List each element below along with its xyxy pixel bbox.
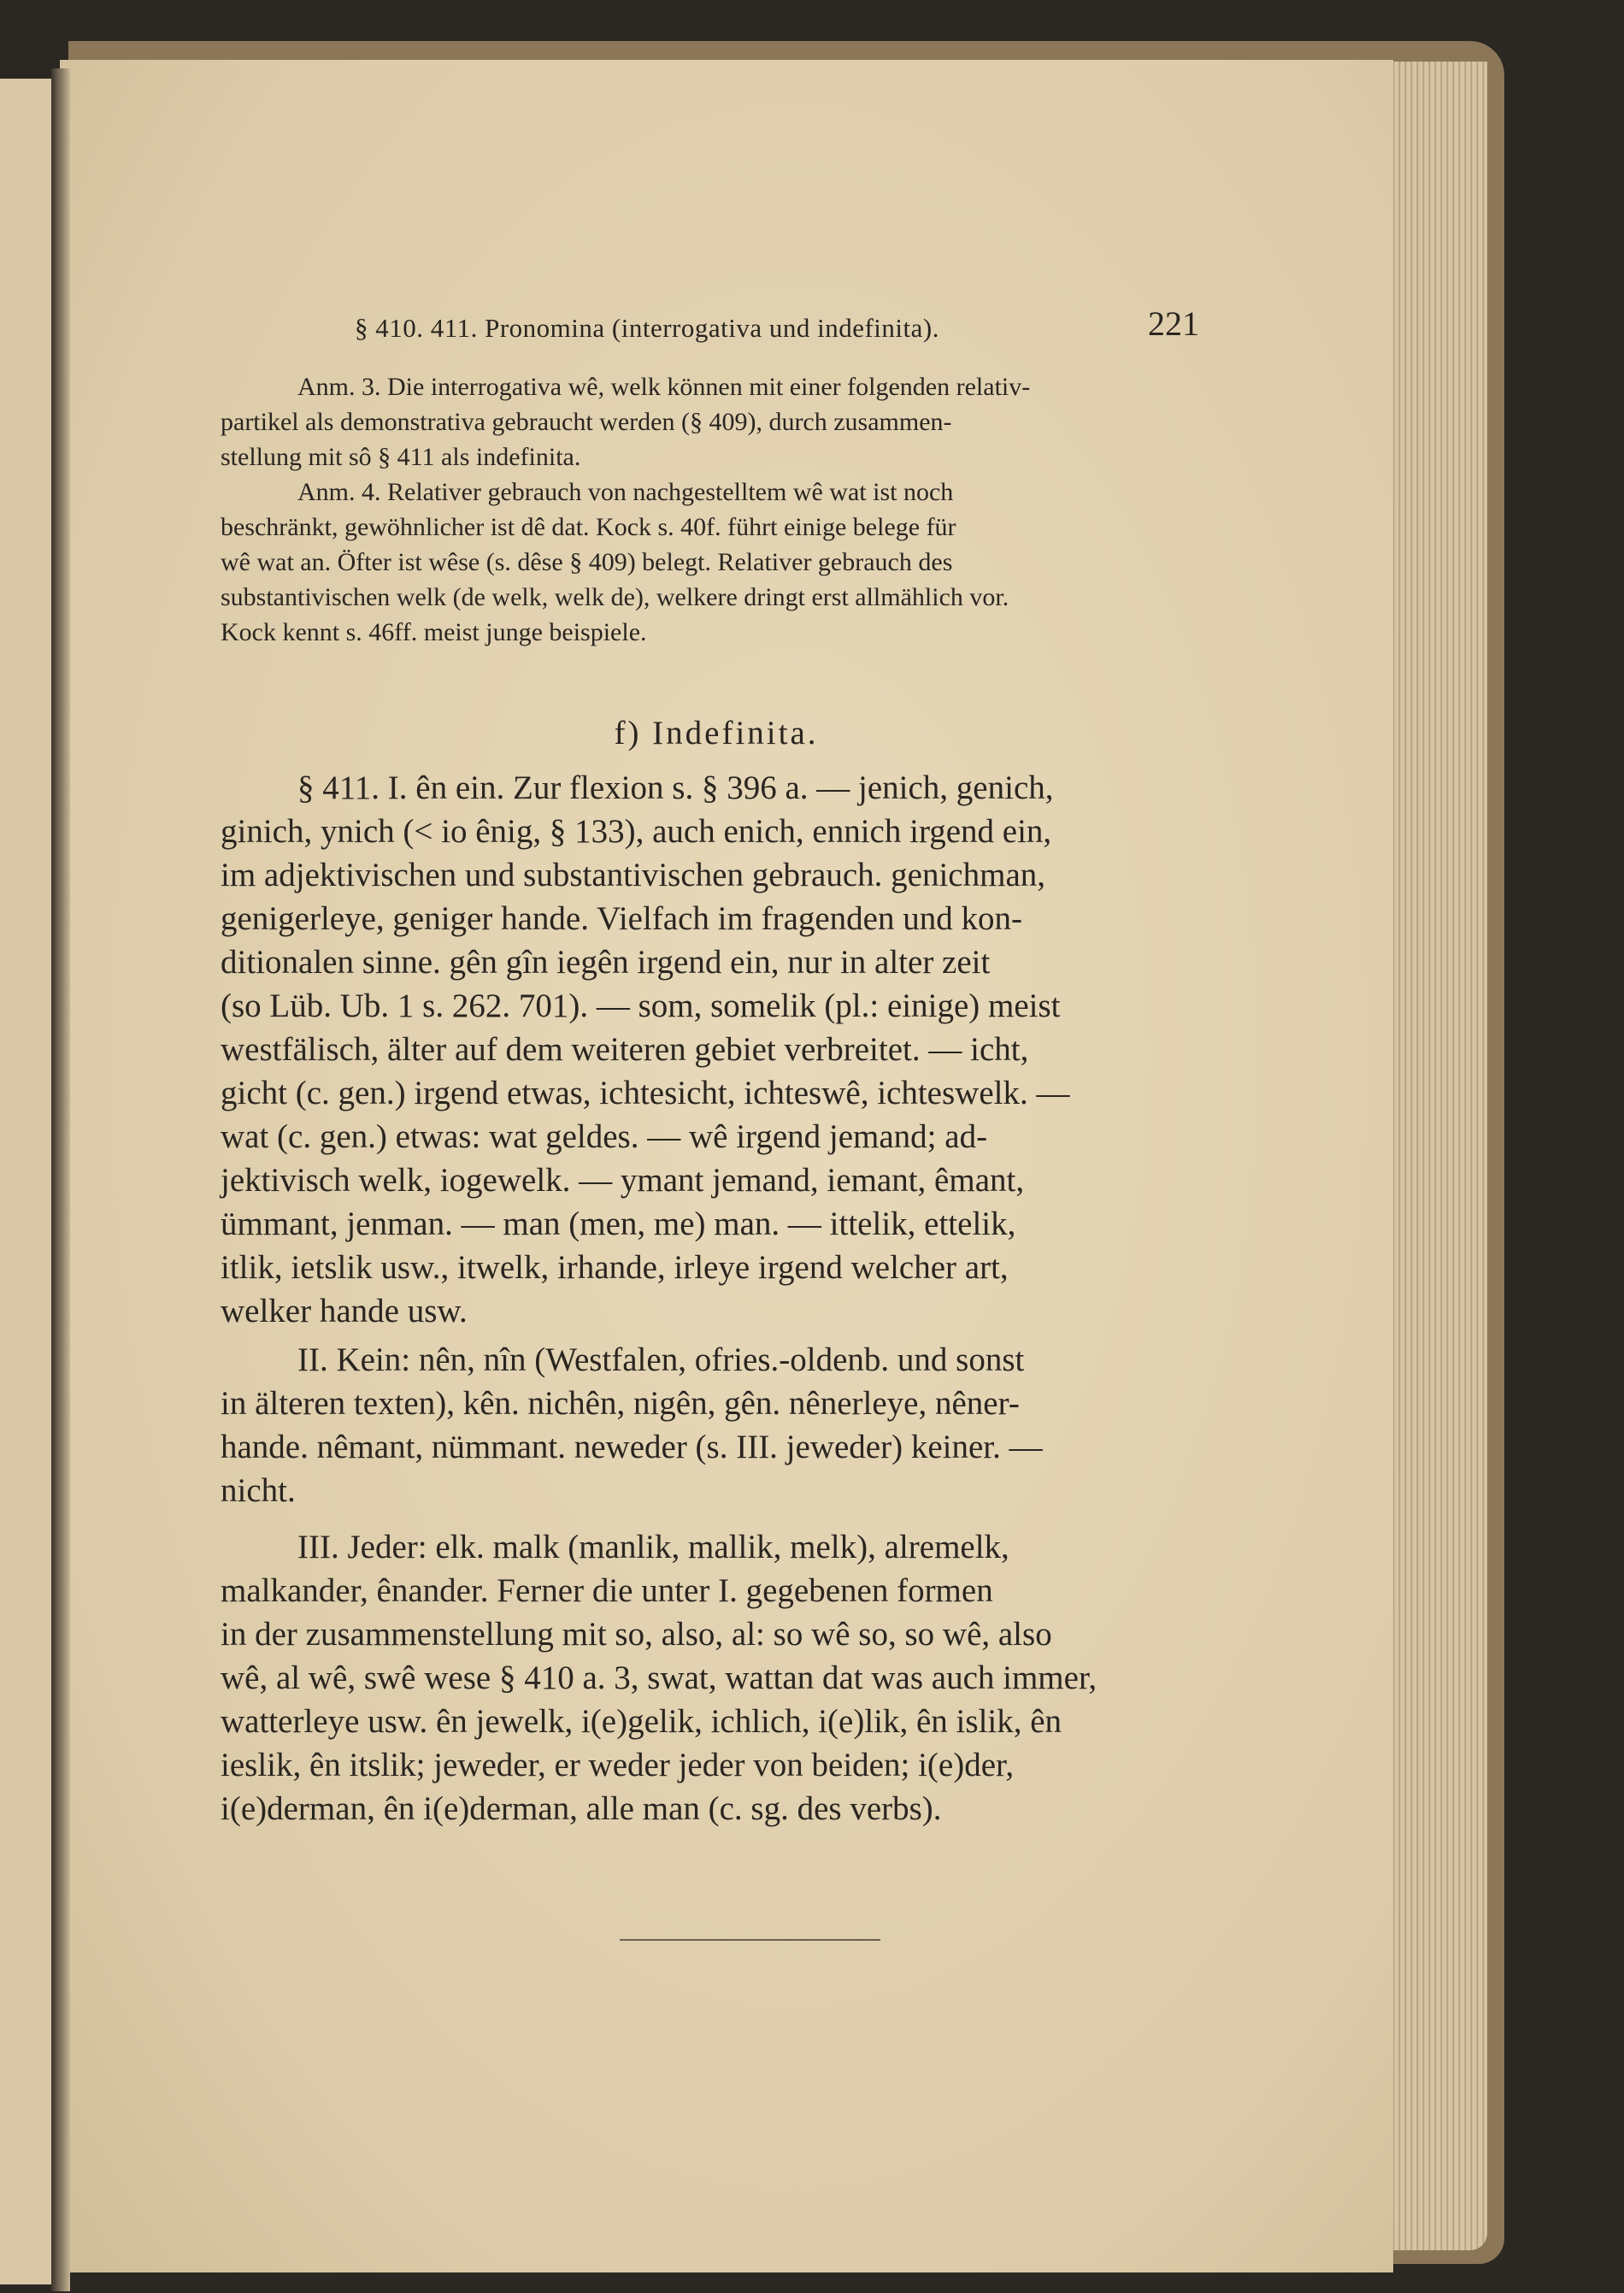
text-line: wê, al wê, swê wese § 410 a. 3, swat, wattan dat was auch immer, <box>221 1659 1097 1696</box>
text-line: in der zusammenstellung mit so, also, al: so wê so, so wê, also <box>221 1616 1052 1653</box>
note-line: beschränkt, gewöhnlicher ist dê dat. Kock s. 40f. führt einige belege für <box>221 513 956 541</box>
paragraph-2 <box>221 1338 1212 1512</box>
text-line: welker hande usw. <box>221 1293 468 1329</box>
text-line: wat (c. gen.) etwas: wat geldes. — wê irgend jemand; ad- <box>221 1118 988 1155</box>
text-line: hande. nêmant, nümmant. neweder (s. III. jeweder) keiner. — <box>221 1429 1043 1465</box>
text-line: II. Kein: nên, nîn (Westfalen, ofries.-oldenb. und sonst <box>297 1341 1025 1378</box>
text-line: (so Lüb. Ub. 1 s. 262. 701). — som, somelik (pl.: einige) meist <box>221 987 1061 1024</box>
page-number: 221 <box>1148 304 1199 343</box>
gutter-shadow <box>51 68 70 2291</box>
running-header: § 410. 411. Pronomina (interrogativa und indefinita). <box>355 313 939 343</box>
text-line: westfälisch, älter auf dem weiteren gebiet verbreitet. — icht, <box>221 1031 1029 1068</box>
text-line: § 411. I. ên ein. Zur flexion s. § 396 a. — jenich, genich, <box>297 769 1054 806</box>
text-line: nicht. <box>221 1472 296 1509</box>
section-title: f) Indefinita. <box>614 715 819 752</box>
text-line: in älteren texten), kên. nichên, nigên, gên. nênerleye, nêner- <box>221 1385 1020 1422</box>
paragraph-1 <box>221 766 1212 1333</box>
text-line: ieslik, ên itslik; jeweder, er weder jeder von beiden; i(e)der, <box>221 1747 1015 1783</box>
text-line: watterleye usw. ên jewelk, i(e)gelik, ichlich, i(e)lik, ên islik, ên <box>221 1703 1062 1740</box>
text-line: malkander, ênander. Ferner die unter I. gegebenen formen <box>221 1572 993 1609</box>
note-line: Kock kennt s. 46ff. meist junge beispiele. <box>221 618 647 646</box>
text-line: ditionalen sinne. gên gîn iegên irgend ein, nur in alter zeit <box>221 944 991 981</box>
text-line: i(e)derman, ên i(e)derman, alle man (c. sg. des verbs). <box>221 1790 942 1827</box>
end-rule <box>620 1939 880 1941</box>
note-line: Anm. 4. Relativer gebrauch von nachgestelltem wê wat ist noch <box>297 478 954 506</box>
text-line: jektivisch welk, iogewelk. — ymant jemand, iemant, êmant, <box>221 1162 1025 1199</box>
note-line: wê wat an. Öfter ist wêse (s. dêse § 409) belegt. Relativer gebrauch des <box>221 548 953 576</box>
note-line: stellung mit sô § 411 als indefinita. <box>221 443 581 471</box>
paragraph-3 <box>221 1525 1212 1830</box>
text-line: genigerleye, geniger hande. Vielfach im fragenden und kon- <box>221 900 1022 937</box>
text-line: III. Jeder: elk. malk (manlik, mallik, melk), alremelk, <box>297 1529 1009 1565</box>
text-line: im adjektivischen und substantivischen gebrauch. genichman, <box>221 857 1046 893</box>
text-line: ginich, ynich (< io ênig, § 133), auch enich, ennich irgend ein, <box>221 813 1052 850</box>
book-page <box>60 60 1393 2272</box>
note-line: Anm. 3. Die interrogativa wê, welk können mit einer folgenden relativ- <box>297 373 1031 401</box>
text-line: gicht (c. gen.) irgend etwas, ichtesicht, ichteswê, ichteswelk. — <box>221 1075 1070 1111</box>
notes-block <box>221 369 1212 650</box>
note-line: partikel als demonstrativa gebraucht werden (§ 409), durch zusammen- <box>221 408 952 436</box>
text-line: itlik, ietslik usw., itwelk, irhande, irleye irgend welcher art, <box>221 1249 1009 1286</box>
left-page-edge <box>0 79 56 2284</box>
note-line: substantivischen welk (de welk, welk de), welkere dringt erst allmählich vor. <box>221 583 1009 611</box>
text-line: ümmant, jenman. — man (men, me) man. — ittelik, ettelik, <box>221 1205 1016 1242</box>
